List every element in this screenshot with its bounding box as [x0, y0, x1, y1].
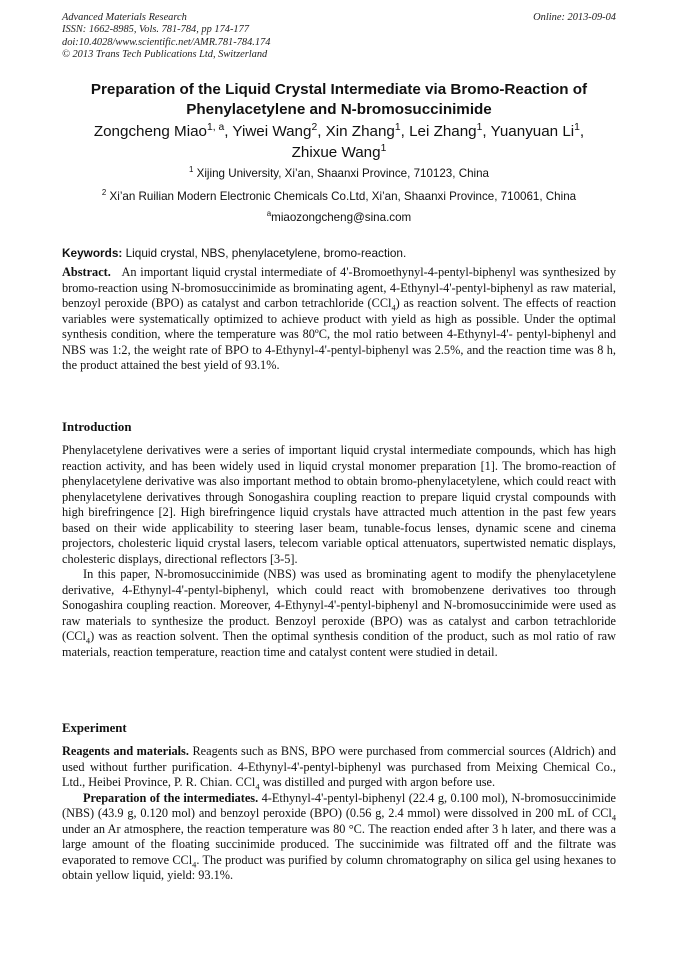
- affiliation-superscript: 2: [101, 188, 107, 198]
- reagents-paragraph: [62, 744, 616, 791]
- subscript: 4: [85, 636, 91, 646]
- experiment-heading: Experiment: [62, 721, 127, 735]
- email-line: [62, 211, 616, 225]
- subscript: 4: [192, 859, 197, 869]
- author-list: Zongcheng Miao$^{1, a}$, Yiwei Wang$^2$, Xin Zhang$^1$, Lei Zhang$^1$, Yuanyuan Li$^1$, Zhixue Wang$^1$: [93, 121, 585, 161]
- running-header: [62, 12, 616, 61]
- intro-p2-text: In this paper, N-bromosuccinimide (NBS) was used as brominating agent to modify the phenylacetylene derivative, 4-Ethynyl-4'-pentyl-biphenyl, which could react with bromobenzene derivatives too through Sonogashira coupling reaction. Moreover, 4-Ethynyl-4'-pentyl-biphenyl and N-bromosuccinimide were used as raw materials to synthesize the product. Benzoyl peroxide (BPO) was as catalyst and carbon tetrachloride (CCl: [62, 567, 616, 643]
- prep-text: 4-Ethynyl-4'-pentyl-biphenyl (22.4 g, 0.100 mol), N-bromosuccinimide (NBS) (43.9 g, 0.120 mol) and benzoyl peroxide (BPO) (0.56 g, 2.4 mmol) were dissolved in 200 mL of CCl: [62, 790, 616, 820]
- abstract-label: Abstract.: [62, 265, 111, 279]
- copyright-line: © 2013 Trans Tech Publications Ltd, Switzerland: [62, 48, 268, 60]
- doi-line: doi:10.4028/www.scientific.net/AMR.781-784.174: [62, 36, 271, 48]
- title-line-1: Preparation of the Liquid Crystal Intermediate via Bromo-Reaction of: [90, 81, 588, 98]
- keywords-label: Keywords:: [62, 246, 123, 260]
- issn-line: ISSN: 1662-8985, Vols. 781-784, pp 174-177: [62, 24, 250, 36]
- affiliation-superscript: 1: [189, 165, 194, 175]
- affiliation-2: [62, 190, 616, 204]
- introduction-body: [62, 443, 616, 660]
- intro-paragraph-1: Phenylacetylene derivatives were a series of important liquid crystal intermediate compounds, which has high reaction activity, and has been widely used in liquid crystal monomer preparation [1]. The bromo-reaction of phenylacetylene derivative was also important method to obtain bromo-phenylacetylene, which could react with phenylacetylene derivatives through Sonogashira coupling reaction to prepare liquid crystal compounds with high birefringence [2]. High birefringence liquid crystals have attracted much attention in the past few years based on their wide applicability to steering laser beam, tunable-focus lenses, dynamic scene and cinema projectors, cholesteric liquid crystal lasers, telecom variable optical attenuators, supertwisted nematic displays, cholesteric displays, directional reflectors [3-5].: [62, 443, 616, 566]
- affiliation-1: [62, 167, 616, 181]
- reagents-label: Reagents and materials.: [62, 744, 189, 758]
- preparation-paragraph: [62, 791, 616, 884]
- author-name: Zongcheng Miao: [93, 123, 207, 140]
- introduction-heading: Introduction: [62, 420, 132, 434]
- abstract-text: An important liquid crystal intermediate of 4'-Bromoethynyl-4-pentyl-biphenyl was synthesized by bromo-reaction using N-bromosuccinimide as brominating agent, 4-Ethynyl-4'-pentyl-biphenyl as raw material, benzoyl peroxide (BPO) as catalyst and carbon tetrachloride (CCl: [62, 265, 616, 310]
- intro-p2-text-cont: ) was as reaction solvent. Then the optimal synthesis condition of the product, such as mol ratio of raw materials, reaction temperature, reaction time and catalyst content were studied in detail.: [62, 629, 616, 659]
- email-address: miaozongcheng@sina.com: [271, 211, 412, 224]
- author-name: Xin Zhang: [325, 123, 395, 140]
- reagents-text: Reagents such as BNS, BPO were purchased from commercial sources (Aldrich) and used without further purification. 4-Ethynyl-4'-pentyl-biphenyl was purchased from Meixing Chemical Co., Ltd., Heibei Province, P. R. Chian. CCl: [62, 744, 616, 789]
- author-name: Yuanyuan Li: [490, 123, 575, 140]
- keywords-text: Liquid crystal, NBS, phenylacetylene, bromo-reaction.: [125, 246, 407, 260]
- online-date: Online: 2013-09-04: [533, 12, 616, 23]
- intro-paragraph-2: [62, 567, 616, 660]
- journal-name: Advanced Materials Research: [62, 12, 187, 23]
- subscript: 4: [255, 782, 260, 792]
- author-name: Zhixue Wang: [291, 144, 381, 161]
- email-superscript: a: [266, 209, 272, 219]
- affiliation-text: Xijing University, Xi’an, Shaanxi Province, 710123, China: [196, 167, 489, 180]
- affiliation-text: Xi’an Ruilian Modern Electronic Chemicals Co.Ltd, Xi’an, Shaanxi Province, 710061, China: [109, 190, 577, 203]
- author-superscript: 1, a: [206, 121, 225, 133]
- abstract-text-cont: ) as reaction solvent. The effects of reaction variables were systematically optimized to achieve product with yield as high as possible. Under the optimal synthesis condition, where the temperature was 80ºC, the mol ratio between 4-Ethynyl-4'- pentyl-biphenyl and NBS was 1:2, the weight rate of BPO to 4-Ethynyl-4'-pentyl-biphenyl was 2.5%, and the reaction time was 8 h, the product attained the best yield of 93.1%.: [62, 296, 616, 372]
- author-superscript: 2: [311, 121, 318, 133]
- author-name: Yiwei Wang: [232, 123, 312, 140]
- subscript: 4: [611, 813, 616, 823]
- prep-text-cont: under an Ar atmosphere, the reaction temperature was 80 °C. The reaction ended after 3 h later, and there was a large amount of the floating succinimide produced. The succinimide was filtrated off and the filtrate was evaporated to remove CCl: [62, 821, 616, 867]
- author-superscript: 1: [476, 121, 483, 133]
- subscript: 4: [391, 303, 396, 313]
- keywords: [62, 245, 616, 261]
- author-name: Lei Zhang: [409, 123, 477, 140]
- author-superscript: 1: [394, 121, 401, 133]
- preparation-label: Preparation of the intermediates.: [83, 790, 259, 805]
- experiment-body: [62, 744, 616, 884]
- author-superscript: 1: [380, 142, 387, 154]
- title-line-2: Phenylacetylene and N-bromosuccinimide: [186, 101, 492, 118]
- author-superscript: 1: [574, 121, 580, 133]
- paper-title: [62, 80, 616, 120]
- reagents-text-cont: was distilled and purged with argon before use.: [259, 775, 496, 789]
- abstract: [62, 265, 616, 374]
- prep-text-end: . The product was purified by column chromatography on silica gel using hexanes to obtain yellow liquid, yield: 93.1%.: [62, 852, 616, 882]
